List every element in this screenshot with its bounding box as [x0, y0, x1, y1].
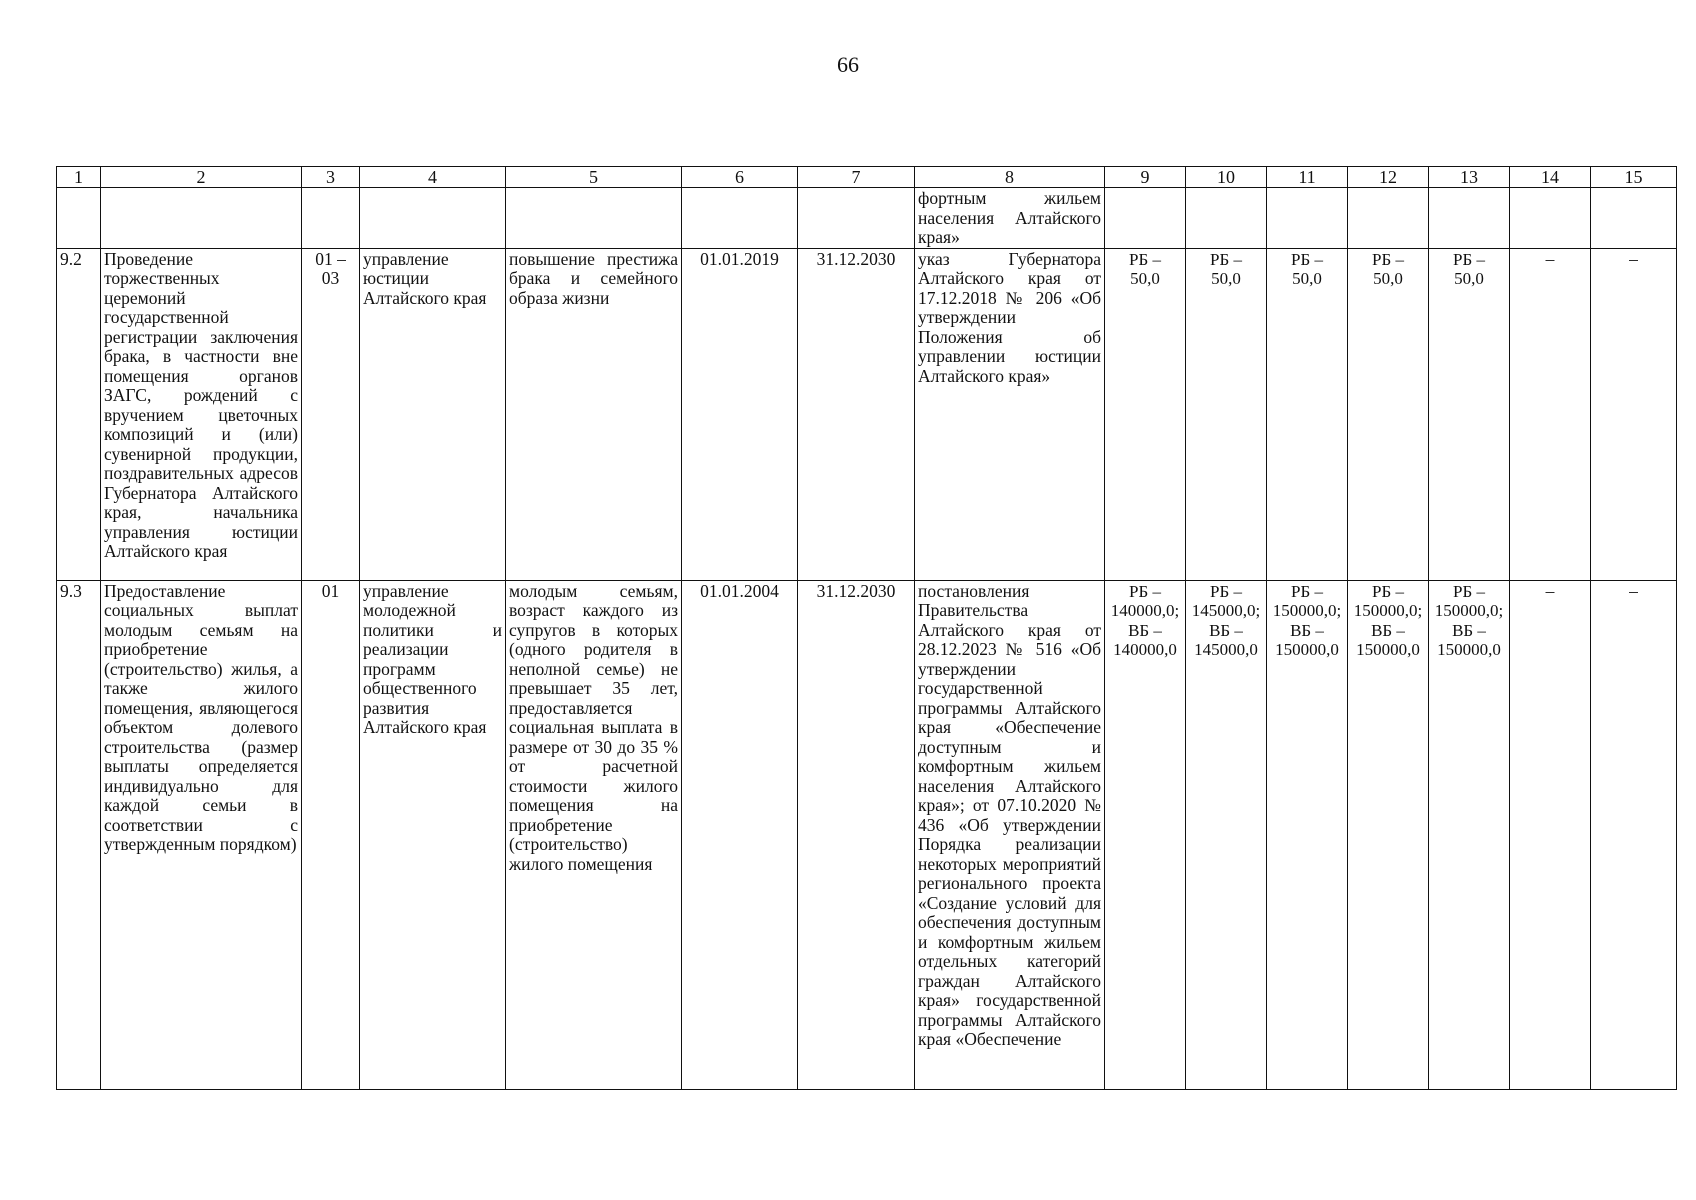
- start-date: 01.01.2004: [682, 580, 798, 1089]
- col-header: 6: [682, 167, 798, 188]
- empty-cell: [1510, 188, 1591, 249]
- col-header: 7: [798, 167, 915, 188]
- empty-cell: [302, 188, 360, 249]
- task-code: 01 – 03: [302, 248, 360, 580]
- empty-cell: [798, 188, 915, 249]
- page-number: 66: [837, 52, 859, 77]
- table-row: [57, 248, 1677, 580]
- funding-cell: РБ – 50,0: [1267, 248, 1348, 580]
- col-header: 13: [1429, 167, 1510, 188]
- col15-cell: –: [1591, 248, 1677, 580]
- funding-cell: РБ – 50,0: [1348, 248, 1429, 580]
- empty-cell: [57, 188, 101, 249]
- executor: управление юстиции Алтайского края: [360, 248, 506, 580]
- funding-cell: РБ – 145000,0; ВБ – 145000,0: [1186, 580, 1267, 1089]
- col-header: 5: [506, 167, 682, 188]
- col-header: 4: [360, 167, 506, 188]
- measure-name: Предоставление социальных выплат молодым семьям на приобретение (строительство) жилья, а также жилого помещения, являющегося объектом долевого строительства (размер выплаты определяется индивидуально для каждой семьи в соответствии с утвержденным порядком): [101, 580, 302, 1089]
- empty-cell: [1591, 188, 1677, 249]
- empty-cell: [360, 188, 506, 249]
- empty-cell: [1105, 188, 1186, 249]
- measures-table: [56, 166, 1677, 1090]
- col-header: 1: [57, 167, 101, 188]
- start-date: 01.01.2019: [682, 248, 798, 580]
- col-header: 12: [1348, 167, 1429, 188]
- empty-cell: [1267, 188, 1348, 249]
- col14-cell: –: [1510, 248, 1591, 580]
- end-date: 31.12.2030: [798, 580, 915, 1089]
- funding-cell: РБ – 150000,0; ВБ – 150000,0: [1429, 580, 1510, 1089]
- empty-cell: [101, 188, 302, 249]
- task-code: 01: [302, 580, 360, 1089]
- col-header: 8: [915, 167, 1105, 188]
- col-header: 15: [1591, 167, 1677, 188]
- expected-result: молодым семьям, возраст каждого из супругов в которых (одного родителя в неполной семье) не превышает 35 лет, предоставляется социальная выплата в размере от 30 до 35 % от расчетной стоимости жилого помещения на приобретение (строительство) жилого помещения: [506, 580, 682, 1089]
- row-number: 9.2: [57, 248, 101, 580]
- basis-cell: фортным жильем населения Алтайского края»: [915, 188, 1105, 249]
- empty-cell: [682, 188, 798, 249]
- legal-basis: постановления Правительства Алтайского края от 28.12.2023 № 516 «Об утверждении государственной программы Алтайского края «Обеспечение доступным и комфортным жильем населения Алтайского края»; от 07.10.2020 № 436 «Об утверждении Порядка реализации некоторых мероприятий регионального проекта «Создание условий для обеспечения доступным и комфортным жильем отдельных категорий граждан Алтайского края» государственной программы Алтайского края «Обеспечение: [915, 580, 1105, 1089]
- col-header: 2: [101, 167, 302, 188]
- col-header: 9: [1105, 167, 1186, 188]
- funding-cell: РБ – 150000,0; ВБ – 150000,0: [1348, 580, 1429, 1089]
- col-header: 11: [1267, 167, 1348, 188]
- table-row-continuation: [57, 188, 1677, 249]
- col15-cell: –: [1591, 580, 1677, 1089]
- col-header: 3: [302, 167, 360, 188]
- empty-cell: [1348, 188, 1429, 249]
- funding-cell: РБ – 50,0: [1429, 248, 1510, 580]
- col-header: 10: [1186, 167, 1267, 188]
- empty-cell: [1429, 188, 1510, 249]
- funding-cell: РБ – 50,0: [1186, 248, 1267, 580]
- col14-cell: –: [1510, 580, 1591, 1089]
- empty-cell: [506, 188, 682, 249]
- end-date: 31.12.2030: [798, 248, 915, 580]
- legal-basis: указ Губернатора Алтайского края от 17.12.2018 № 206 «Об утверждении Положения об управлении юстиции Алтайского края»: [915, 248, 1105, 580]
- funding-cell: РБ – 50,0: [1105, 248, 1186, 580]
- row-number: 9.3: [57, 580, 101, 1089]
- funding-cell: РБ – 150000,0; ВБ – 150000,0: [1267, 580, 1348, 1089]
- executor: управление молодежной политики и реализации программ общественного развития Алтайского края: [360, 580, 506, 1089]
- funding-cell: РБ – 140000,0; ВБ – 140000,0: [1105, 580, 1186, 1089]
- table-row: [57, 580, 1677, 1089]
- expected-result: повышение престижа брака и семейного образа жизни: [506, 248, 682, 580]
- measure-name: Проведение торжественных церемоний государственной регистрации заключения брака, в частности вне помещения органов ЗАГС, рождений с вручением цветочных композиций и (или) сувенирной продукции, поздравительных адресов Губернатора Алтайского края, начальника управления юстиции Алтайского края: [101, 248, 302, 580]
- header-row: [57, 167, 1677, 188]
- col-header: 14: [1510, 167, 1591, 188]
- empty-cell: [1186, 188, 1267, 249]
